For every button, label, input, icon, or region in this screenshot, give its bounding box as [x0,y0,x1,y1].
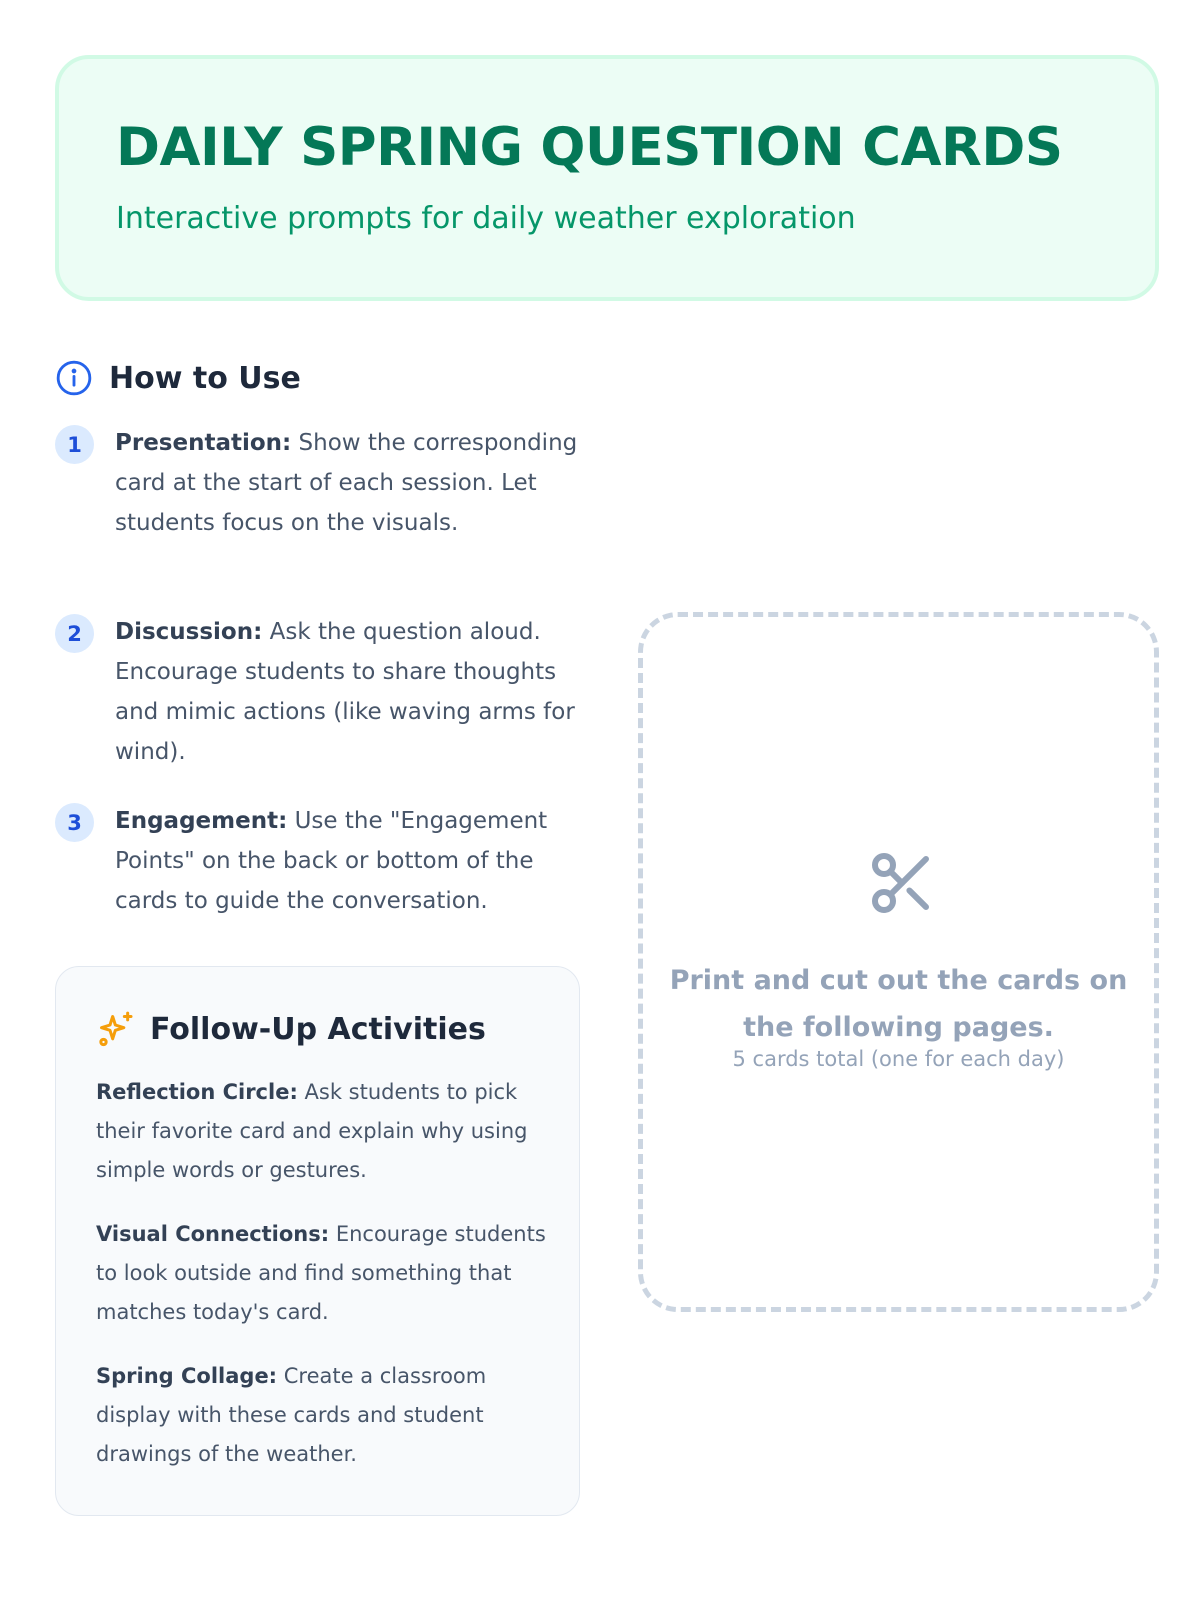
follow-up-title: Follow-Up Activities [150,1011,486,1047]
cut-out-card-count: 5 cards total (one for each day) [732,1047,1065,1071]
step-description: Ask the question aloud. Encourage students to share thoughts and mimic actions (like waving arms for wind). [115,619,575,765]
cut-out-placeholder [638,612,1159,1312]
follow-up-activities-box [55,966,580,1516]
step-label: Engagement: [115,808,288,834]
scissors-icon [866,847,938,919]
header-card [55,55,1159,301]
step-description: Show the corresponding card at the start of each session. Let students focus on the visuals. [115,430,578,536]
activity-description: Ask students to pick their favorite card and explain why using simple words or gestures. [96,1080,528,1182]
activity-label: Visual Connections: [96,1222,330,1246]
step-text [115,801,585,921]
step-item [55,613,585,772]
sparkle-icon [96,1009,136,1049]
info-icon [55,359,93,397]
step-label: Presentation: [115,430,292,456]
activity-description: Encourage students to look outside and find something that matches today's card. [96,1222,546,1324]
step-text [115,423,585,543]
cut-out-instruction: Print and cut out the cards on the following pages. [669,965,1128,1043]
page-title: DAILY SPRING QUESTION CARDS [116,117,1063,178]
step-number: 2 [55,614,94,653]
follow-up-heading [96,1009,486,1049]
activity-label: Reflection Circle: [96,1080,298,1104]
how-to-use-heading [55,359,301,397]
activity-item [96,1215,546,1332]
how-to-use-title: How to Use [109,360,301,396]
activity-label: Spring Collage: [96,1364,278,1388]
activity-description: Create a classroom display with these cards and student drawings of the weather. [96,1364,487,1466]
step-item [55,424,585,543]
step-label: Discussion: [115,619,263,645]
page-subtitle: Interactive prompts for daily weather exploration [116,201,856,236]
activity-item [96,1357,546,1474]
step-item [55,802,585,921]
step-number: 1 [55,425,94,464]
step-number: 3 [55,803,94,842]
activity-item [96,1073,546,1190]
step-text [115,612,585,772]
step-description: Use the "Engagement Points" on the back or bottom of the cards to guide the conversation. [115,808,548,914]
